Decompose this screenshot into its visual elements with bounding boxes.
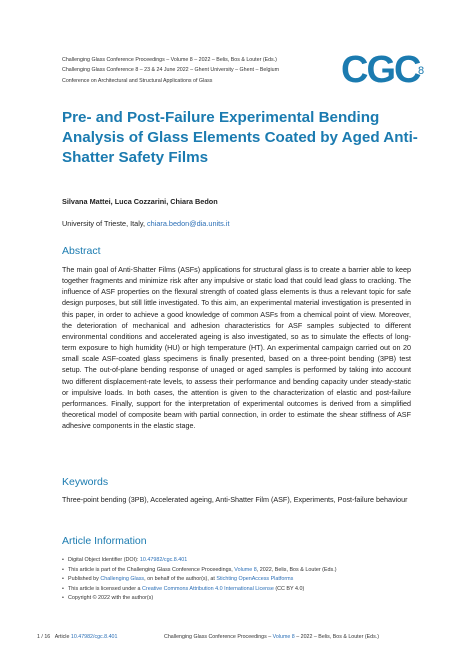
volume-link[interactable]: Volume 8 [234, 566, 257, 573]
footer-proceedings [164, 634, 379, 640]
email-link[interactable]: chiara.bedon@dia.units.it [147, 219, 230, 228]
logo-number: 8 [418, 65, 425, 77]
list-item [62, 566, 422, 576]
copyright-text: Copyright © 2022 with the author(s) [68, 595, 154, 602]
page-footer [37, 634, 437, 640]
footer-doi-link[interactable]: 10.47982/cgc.8.401 [70, 634, 118, 640]
article-info-heading: Article Information [62, 535, 147, 547]
footer-volume-link[interactable]: Volume 8 [272, 634, 295, 640]
part-label: This article is part of the Challenging Glass Conference Proceedings, [68, 566, 235, 573]
doi-link[interactable]: 10.47982/cgc.8.401 [139, 557, 188, 563]
keywords-heading: Keywords [62, 476, 109, 488]
bullet: • [62, 576, 64, 583]
bullet: • [62, 585, 64, 592]
affiliation-text: University of Trieste, Italy, [62, 219, 148, 228]
page-number: 1 / 16 [37, 634, 51, 640]
challenging-glass-link[interactable]: Challenging Glass [100, 576, 145, 583]
license-suffix: (CC BY 4.0) [273, 585, 305, 592]
footer-proceedings-suffix: – 2022 – Belis, Bos & Louter (Eds.) [294, 634, 379, 640]
conference-header [62, 55, 352, 86]
openaccess-platforms-link[interactable]: Stichting OpenAccess Platforms [216, 576, 294, 583]
authors: Silvana Mattei, Luca Cozzarini, Chiara Bedon [62, 197, 218, 206]
list-item [62, 585, 422, 595]
list-item [62, 594, 422, 604]
header-line-3: Conference on Architectural and Structural Applications of Glass [62, 77, 213, 84]
part-suffix: , 2022, Belis, Bos & Louter (Eds.) [256, 566, 337, 573]
license-link[interactable]: Creative Commons Attribution 4.0 International License [142, 585, 274, 592]
affiliation [62, 219, 230, 228]
abstract-heading: Abstract [62, 245, 101, 257]
doi-label: Digital Object Identifier (DOI): [68, 557, 140, 563]
header-line-2: Challenging Glass Conference 8 – 23 & 24 June 2022 – Ghent University – Ghent – Belgium [62, 67, 280, 74]
bullet: • [62, 566, 64, 573]
cgc-logo [339, 49, 429, 89]
published-label: Published by [68, 576, 101, 583]
list-item [62, 556, 422, 566]
license-label: This article is licensed under a [68, 585, 143, 592]
abstract-text: The main goal of Anti-Shatter Films (ASFs) applications for structural glass is to create a barrier able to keep together fragments and minimize risk after any impulsive or static load that could lead glass to cracking. The influence of ASF properties on the flexural strength of coated glass elements is thus a relevant topic for safe design purposes, but still little investigated. To this aim, an experimental material investigation is presented in this paper, in order to achieve a good knowledge of common ASFs from a chemical point of view. Moreover, the deterioration of mechanical and adhesion characteristics for ASF samples subjected to different environmental conditions and accelerated ageing is also investigated, so as to simulate the effects of long-term exposure to high humidity (HU) or high temperature (HT). An experimental campaign carried out on 20 small scale ASF-coated glass specimens is finally presented, based on a three-point bending (3PB) test setup. The out-of-plane bending response of unaged or aged samples is performed by taking into account two different displacement-rate levels, to assess their performance and bending capacity under steady-static or impulsive loads. In both cases, the attention is given to the characterization of elastic and post-failure performances. Finally, support for the interpretation of experimental outcomes is derived from a simplified theoretical model of composite beam with partial connection, in order to estimate the shear stiffness of ASF adhesive components in the elastic stage. [62, 265, 411, 431]
list-item [62, 575, 422, 585]
keywords-text: Three-point bending (3PB), Accelerated ageing, Anti-Shatter Film (ASF), Experiments, Post-failure behaviour [62, 495, 408, 504]
bullet: • [62, 595, 64, 602]
paper-title: Pre- and Post-Failure Experimental Bending Analysis of Glass Elements Coated by Aged Anti-Shatter Safety Films [62, 109, 418, 166]
footer-article-label: Article [54, 634, 71, 640]
published-mid: , on behalf of the author(s), at [144, 576, 217, 583]
bullet: • [62, 557, 64, 563]
header-line-1: Challenging Glass Conference Proceedings – Volume 8 – 2022 – Belis, Bos & Louter (Eds.) [62, 57, 277, 63]
logo-text: CGC [341, 49, 420, 89]
footer-proceedings-label: Challenging Glass Conference Proceedings – [164, 634, 273, 640]
article-info-list [62, 556, 422, 604]
